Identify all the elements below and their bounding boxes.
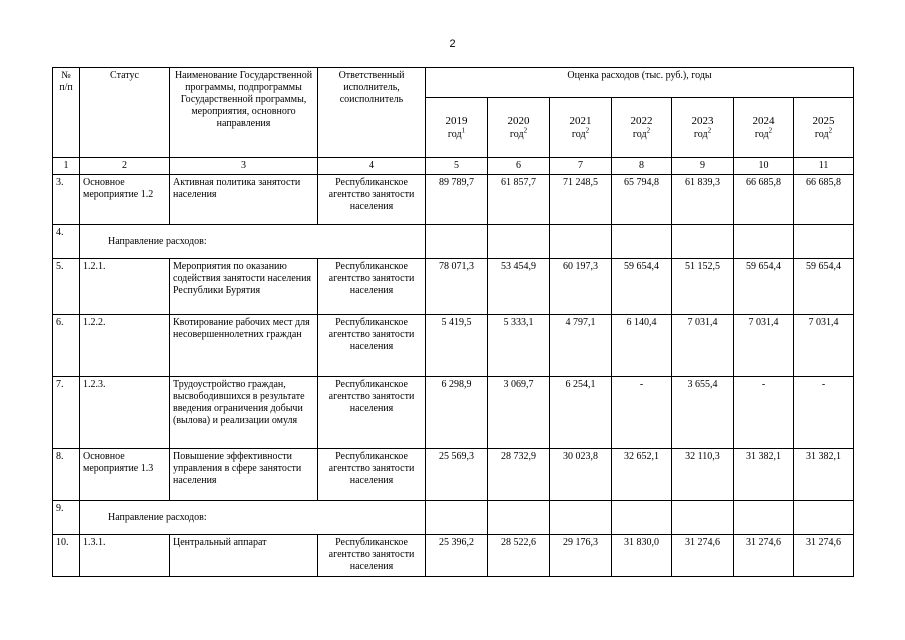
cost-value: 25 569,3 <box>426 449 488 501</box>
cost-value: 6 140,4 <box>612 315 672 377</box>
row-number: 9. <box>53 501 80 535</box>
year-footnote-mark: 1 <box>461 126 466 135</box>
empty-cell <box>426 225 488 259</box>
cost-value: 31 830,0 <box>612 535 672 577</box>
cost-value: 7 031,4 <box>734 315 794 377</box>
cost-value: 32 652,1 <box>612 449 672 501</box>
cost-value: 31 274,6 <box>672 535 734 577</box>
table-body <box>53 68 854 577</box>
header-num: № п/п <box>53 68 80 158</box>
year-word-text: год <box>754 129 769 140</box>
column-number: 4 <box>318 158 426 175</box>
row-name: Квотирование рабочих мест для несовершеннолетних граждан <box>170 315 318 377</box>
cost-value: 89 789,7 <box>426 175 488 225</box>
year-value: 2021 <box>569 115 592 127</box>
empty-cell <box>488 225 550 259</box>
row-name: Мероприятия по оказанию содействия занятости населения Республики Бурятия <box>170 259 318 315</box>
empty-cell <box>672 225 734 259</box>
empty-cell <box>426 501 488 535</box>
header-year-cell <box>612 98 672 158</box>
cost-value: 5 333,1 <box>488 315 550 377</box>
row-number: 3. <box>53 175 80 225</box>
cost-value: - <box>612 377 672 449</box>
row-status: Основное мероприятие 1.2 <box>80 175 170 225</box>
column-number: 6 <box>488 158 550 175</box>
row-number: 7. <box>53 377 80 449</box>
header-row-top <box>53 68 854 98</box>
row-responsible: Республиканское агентство занятости населения <box>318 535 426 577</box>
year-value: 2024 <box>752 115 775 127</box>
row-number: 6. <box>53 315 80 377</box>
column-number: 2 <box>80 158 170 175</box>
empty-cell <box>734 501 794 535</box>
cost-value: 61 839,3 <box>672 175 734 225</box>
cost-value: 3 655,4 <box>672 377 734 449</box>
year-footnote-mark: 2 <box>768 126 773 135</box>
year-footnote-mark: 2 <box>585 126 590 135</box>
cost-value: 31 274,6 <box>734 535 794 577</box>
header-year-cell <box>426 98 488 158</box>
cost-value: - <box>794 377 854 449</box>
year-word-text: год <box>693 129 708 140</box>
row-number: 8. <box>53 449 80 501</box>
row-number: 4. <box>53 225 80 259</box>
year-footnote-mark: 2 <box>523 126 528 135</box>
row-responsible: Республиканское агентство занятости населения <box>318 449 426 501</box>
row-responsible: Республиканское агентство занятости населения <box>318 377 426 449</box>
year-value: 2019 <box>445 115 468 127</box>
column-number: 7 <box>550 158 612 175</box>
year-word <box>797 128 850 141</box>
year-word-text: год <box>571 129 586 140</box>
cost-value: 31 382,1 <box>734 449 794 501</box>
cost-value: 59 654,4 <box>612 259 672 315</box>
cost-value: 71 248,5 <box>550 175 612 225</box>
row-name: Активная политика занятости населения <box>170 175 318 225</box>
header-name: Наименование Государственной программы, подпрограммы Государственной программы, мероприятия, основного направления <box>170 68 318 158</box>
cost-value: 28 732,9 <box>488 449 550 501</box>
year-footnote-mark: 2 <box>828 126 833 135</box>
table-row <box>53 225 854 259</box>
cost-value: 4 797,1 <box>550 315 612 377</box>
table-row <box>53 501 854 535</box>
table-row <box>53 175 854 225</box>
header-year-cell <box>734 98 794 158</box>
cost-value: 25 396,2 <box>426 535 488 577</box>
column-number: 1 <box>53 158 80 175</box>
cost-value: 6 298,9 <box>426 377 488 449</box>
cost-value: 59 654,4 <box>794 259 854 315</box>
year-value: 2020 <box>507 115 530 127</box>
year-value: 2025 <box>812 115 835 127</box>
cost-value: 61 857,7 <box>488 175 550 225</box>
cost-value: 6 254,1 <box>550 377 612 449</box>
empty-cell <box>550 501 612 535</box>
header-responsible: Ответственный исполнитель, соисполнитель <box>318 68 426 158</box>
cost-value: 78 071,3 <box>426 259 488 315</box>
column-number: 8 <box>612 158 672 175</box>
row-status: 1.2.3. <box>80 377 170 449</box>
table-row <box>53 315 854 377</box>
year-word <box>615 128 668 141</box>
cost-value: 65 794,8 <box>612 175 672 225</box>
section-label: Направление расходов: <box>80 501 426 535</box>
year-footnote-mark: 2 <box>646 126 651 135</box>
cost-value: 66 685,8 <box>794 175 854 225</box>
header-year-cell <box>488 98 550 158</box>
cost-value: 7 031,4 <box>794 315 854 377</box>
empty-cell <box>612 501 672 535</box>
cost-value: 60 197,3 <box>550 259 612 315</box>
row-responsible: Республиканское агентство занятости населения <box>318 315 426 377</box>
column-number: 5 <box>426 158 488 175</box>
year-word-text: год <box>509 129 524 140</box>
cost-value: 59 654,4 <box>734 259 794 315</box>
column-number: 11 <box>794 158 854 175</box>
empty-cell <box>550 225 612 259</box>
year-word <box>737 128 790 141</box>
row-status: 1.2.1. <box>80 259 170 315</box>
empty-cell <box>488 501 550 535</box>
column-number: 9 <box>672 158 734 175</box>
empty-cell <box>734 225 794 259</box>
cost-value: 7 031,4 <box>672 315 734 377</box>
year-word <box>429 128 484 141</box>
section-label: Направление расходов: <box>80 225 426 259</box>
row-status: Основное мероприятие 1.3 <box>80 449 170 501</box>
year-word-text: год <box>814 129 829 140</box>
budget-table <box>52 67 854 577</box>
cost-value: 29 176,3 <box>550 535 612 577</box>
column-number: 10 <box>734 158 794 175</box>
cost-value: 53 454,9 <box>488 259 550 315</box>
header-year-cell <box>794 98 854 158</box>
empty-cell <box>612 225 672 259</box>
cost-value: 32 110,3 <box>672 449 734 501</box>
table-row <box>53 535 854 577</box>
year-word-text: год <box>447 129 462 140</box>
column-numbers-row <box>53 158 854 175</box>
year-footnote-mark: 2 <box>707 126 712 135</box>
table-row <box>53 449 854 501</box>
year-word <box>491 128 546 141</box>
year-word-text: год <box>632 129 647 140</box>
table-row <box>53 259 854 315</box>
cost-value: 28 522,6 <box>488 535 550 577</box>
row-name: Повышение эффективности управления в сфере занятости населения <box>170 449 318 501</box>
header-costs: Оценка расходов (тыс. руб.), годы <box>426 68 854 98</box>
row-responsible: Республиканское агентство занятости населения <box>318 175 426 225</box>
column-number: 3 <box>170 158 318 175</box>
row-number: 10. <box>53 535 80 577</box>
cost-value: 31 382,1 <box>794 449 854 501</box>
row-status: 1.3.1. <box>80 535 170 577</box>
header-year-cell <box>672 98 734 158</box>
empty-cell <box>794 501 854 535</box>
row-number: 5. <box>53 259 80 315</box>
cost-value: 30 023,8 <box>550 449 612 501</box>
row-status: 1.2.2. <box>80 315 170 377</box>
cost-value: 51 152,5 <box>672 259 734 315</box>
table-row <box>53 377 854 449</box>
header-status: Статус <box>80 68 170 158</box>
year-word <box>553 128 608 141</box>
year-value: 2022 <box>630 115 653 127</box>
row-name: Трудоустройство граждан, высвободившихся в результате введения ограничения добычи (вылова) и реализации омуля <box>170 377 318 449</box>
cost-value: 5 419,5 <box>426 315 488 377</box>
row-name: Центральный аппарат <box>170 535 318 577</box>
page-number: 2 <box>449 38 456 50</box>
header-year-cell <box>550 98 612 158</box>
year-word <box>675 128 730 141</box>
row-responsible: Республиканское агентство занятости населения <box>318 259 426 315</box>
cost-value: - <box>734 377 794 449</box>
cost-value: 31 274,6 <box>794 535 854 577</box>
empty-cell <box>672 501 734 535</box>
year-value: 2023 <box>691 115 714 127</box>
cost-value: 66 685,8 <box>734 175 794 225</box>
empty-cell <box>794 225 854 259</box>
cost-value: 3 069,7 <box>488 377 550 449</box>
